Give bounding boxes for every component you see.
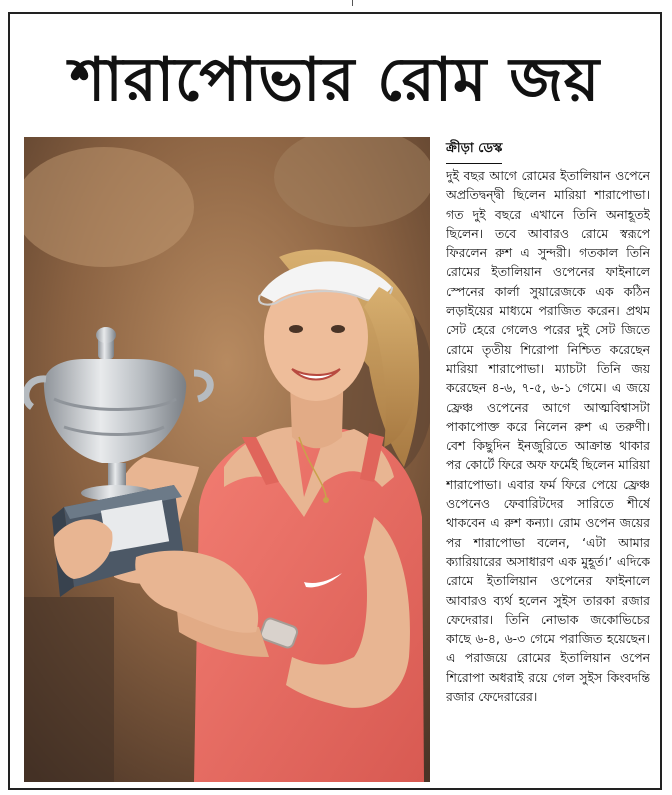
byline: ক্রীড়া ডেস্ক: [446, 139, 502, 164]
fold-mark: [352, 0, 357, 6]
headline: শারাপোভার রোম জয়: [69, 45, 601, 115]
sharapova-trophy-photo: [24, 137, 430, 782]
article-body: [446, 166, 650, 786]
article-paragraph: দুই বছর আগে রোমের ইতালিয়ান ওপেনে অপ্রতিদ্বন্দ্বী ছিলেন মারিয়া শারাপোভা। গত দুই বছরে এখানে তিনি অনাহূতই ছিলেন। তবে আবারও রোমে স্বরূপে ফিরলেন রুশ এ সুন্দরী। গতকাল তিনি রোমের ইতালিয়ান ওপেনের ফাইনালে স্পেনের কার্লা সুয়ারেজকে এক কঠিন লড়াইয়ের মাধ্যমে পরাজিত করেন। প্রথম সেট হেরে গেলেও পরের দুই সেট জিতে রোমে তৃতীয় শিরোপা নিশ্চিত করেছেন মারিয়া শারাপোভা। ম্যাচটা তিনি জয় করেছেন ৪-৬, ৭-৫, ৬-১ গেমে। এ জয়ে ফ্রেঞ্চ ওপেনের আগে আত্মবিশ্বাসটা পাকাপোক্ত করে নিলেন রুশ এ তরুণী। বেশ কিছুদিন ইনজুরিতে আক্রান্ত থাকার পর কোর্টে ফিরে অফ ফর্মেই ছিলেন মারিয়া শারাপোভা। এবার ফর্ম ফিরে পেয়ে ফ্রেঞ্চ ওপেনেও ফেবারিটদের সারিতে শীর্ষে থাকবেন এ রুশ কন্যা। রোম ওপেন জয়ের পর শারাপোভা বলেন, ‘এটা আমার ক্যারিয়ারের অসাধারণ এক মুহূর্ত।’ এদিকে রোমে ইতালিয়ান ওপেনের ফাইনালে আবারও ব্যর্থ হলেন সুইস তারকা রজার ফেদেরার। তিনি নোভাক জকোভিচের কাছে ৬-৪, ৬-৩ গেমে পরাজিত হয়েছেন। এ পরাজয়ে রোমের ইতালিয়ান ওপেন শিরোপা অধরাই রয়ে গেল সুইস কিংবদন্তি রজার ফেদেরারের।: [446, 168, 650, 705]
byline-container: [446, 137, 646, 157]
